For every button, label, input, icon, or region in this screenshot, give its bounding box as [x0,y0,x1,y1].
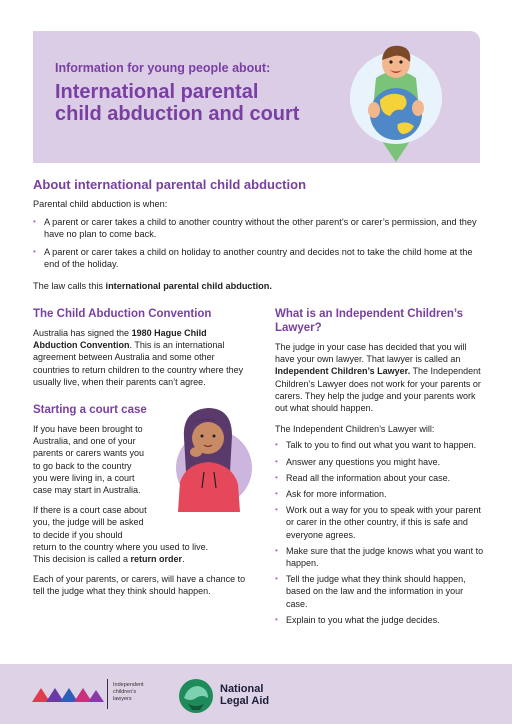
court-case-paragraph-3: Each of your parents, or carers, will have a chance to tell the judge what they think should happen. [33,574,246,597]
national-legal-aid-logo-icon [178,678,214,714]
icl-section [275,307,485,626]
list-item: • Ask for more information. [275,488,485,500]
thinking-girl-illustration [166,402,252,512]
text: What is an Independent Children’s [275,308,464,320]
about-law-note [33,280,481,293]
text: . [182,554,185,565]
list-item: • Talk to you to find out what you want to happen. [275,439,485,451]
text: The Independent Children’s Lawyer does not work for your parents or carers. They help the judge and your parents work out what should happen. [275,366,481,414]
text: to decide if you should [33,529,123,540]
text: case may start in Australia. [33,485,141,496]
convention-name: 1980 Hague Child Abduction Convention [33,328,207,351]
icl-will-intro: The Independent Children’s Lawyer will: [275,424,435,435]
header-eyebrow: Information for young people about: [55,61,271,75]
text: return to the country where you used to live. [33,541,209,552]
about-section [33,177,481,292]
text: The judge in your case has decided that you will have your own lawyer. That lawyer is called an [275,342,467,365]
page-title [55,81,299,125]
text: lawyers [113,696,132,702]
law-term: international parental child abduction. [105,280,272,291]
text: This decision is called a [33,554,131,565]
icl-bullet-list [275,439,485,626]
icl-heading [275,307,485,335]
text: Lawyer? [275,322,322,334]
list-item: • A parent or carer takes a child on holiday to another country and decides not to take the child home at the end of the holiday. [33,246,481,271]
text: Australia, and one of your [33,436,136,447]
about-heading: About international parental child abduction [33,177,307,192]
icl-paragraph [275,341,485,414]
text: Independent [113,682,144,688]
list-item: • A parent or carer takes a child to another country without the other parent’s or carer’s permission, and they have no plan to come back. [33,216,481,241]
convention-heading: The Child Abduction Convention [33,308,212,320]
boy-with-globe-illustration [350,38,442,164]
court-case-heading: Starting a court case [33,404,147,416]
logo-divider [107,679,108,709]
text: to go back to the country [33,460,132,471]
nla-logo-text [220,683,269,707]
title-line-1: International parental [55,81,259,103]
convention-paragraph [33,327,248,388]
text: If there is a court case about [33,505,147,516]
icl-logo-text [113,682,144,703]
convention-section [33,307,248,388]
court-case-paragraph-2 [33,504,248,565]
list-item: • Work out a way for you to speak with your parent or carer in the other country, if this is safe and everyone agrees. [275,504,485,541]
text: National [220,683,264,695]
list-item: • Read all the information about your case. [275,472,485,484]
text: parents or carers wants you [33,448,145,459]
list-item: • Explain to you what the judge decides. [275,614,485,626]
text: you were living in, a court [33,472,135,483]
about-intro: Parental child abduction is when: [33,199,168,209]
footer [0,664,512,724]
law-prefix: The law calls this [33,280,106,291]
icl-logo-mark-icon [32,684,104,704]
text: If you have been brought to [33,424,143,434]
about-bullet-list [33,216,481,271]
icl-term: Independent Children’s Lawyer. [275,366,411,377]
text: children’s [113,689,137,695]
text: . This is an international agreement between Australia and some other countries to return children to the country where they usually live, when their parents can’t agree. [33,340,244,387]
list-item: • Answer any questions you might have. [275,456,485,468]
title-line-2: child abduction and court [55,103,300,125]
text: Legal Aid [220,695,270,707]
list-item: • Make sure that the judge knows what you want to happen. [275,545,485,569]
text: Australia has signed the [33,328,132,338]
list-item: • Tell the judge what they think should happen, based on the law and the information in your case. [275,573,485,610]
return-order-term: return order [130,554,183,565]
text: you, the judge will be asked [33,517,144,528]
